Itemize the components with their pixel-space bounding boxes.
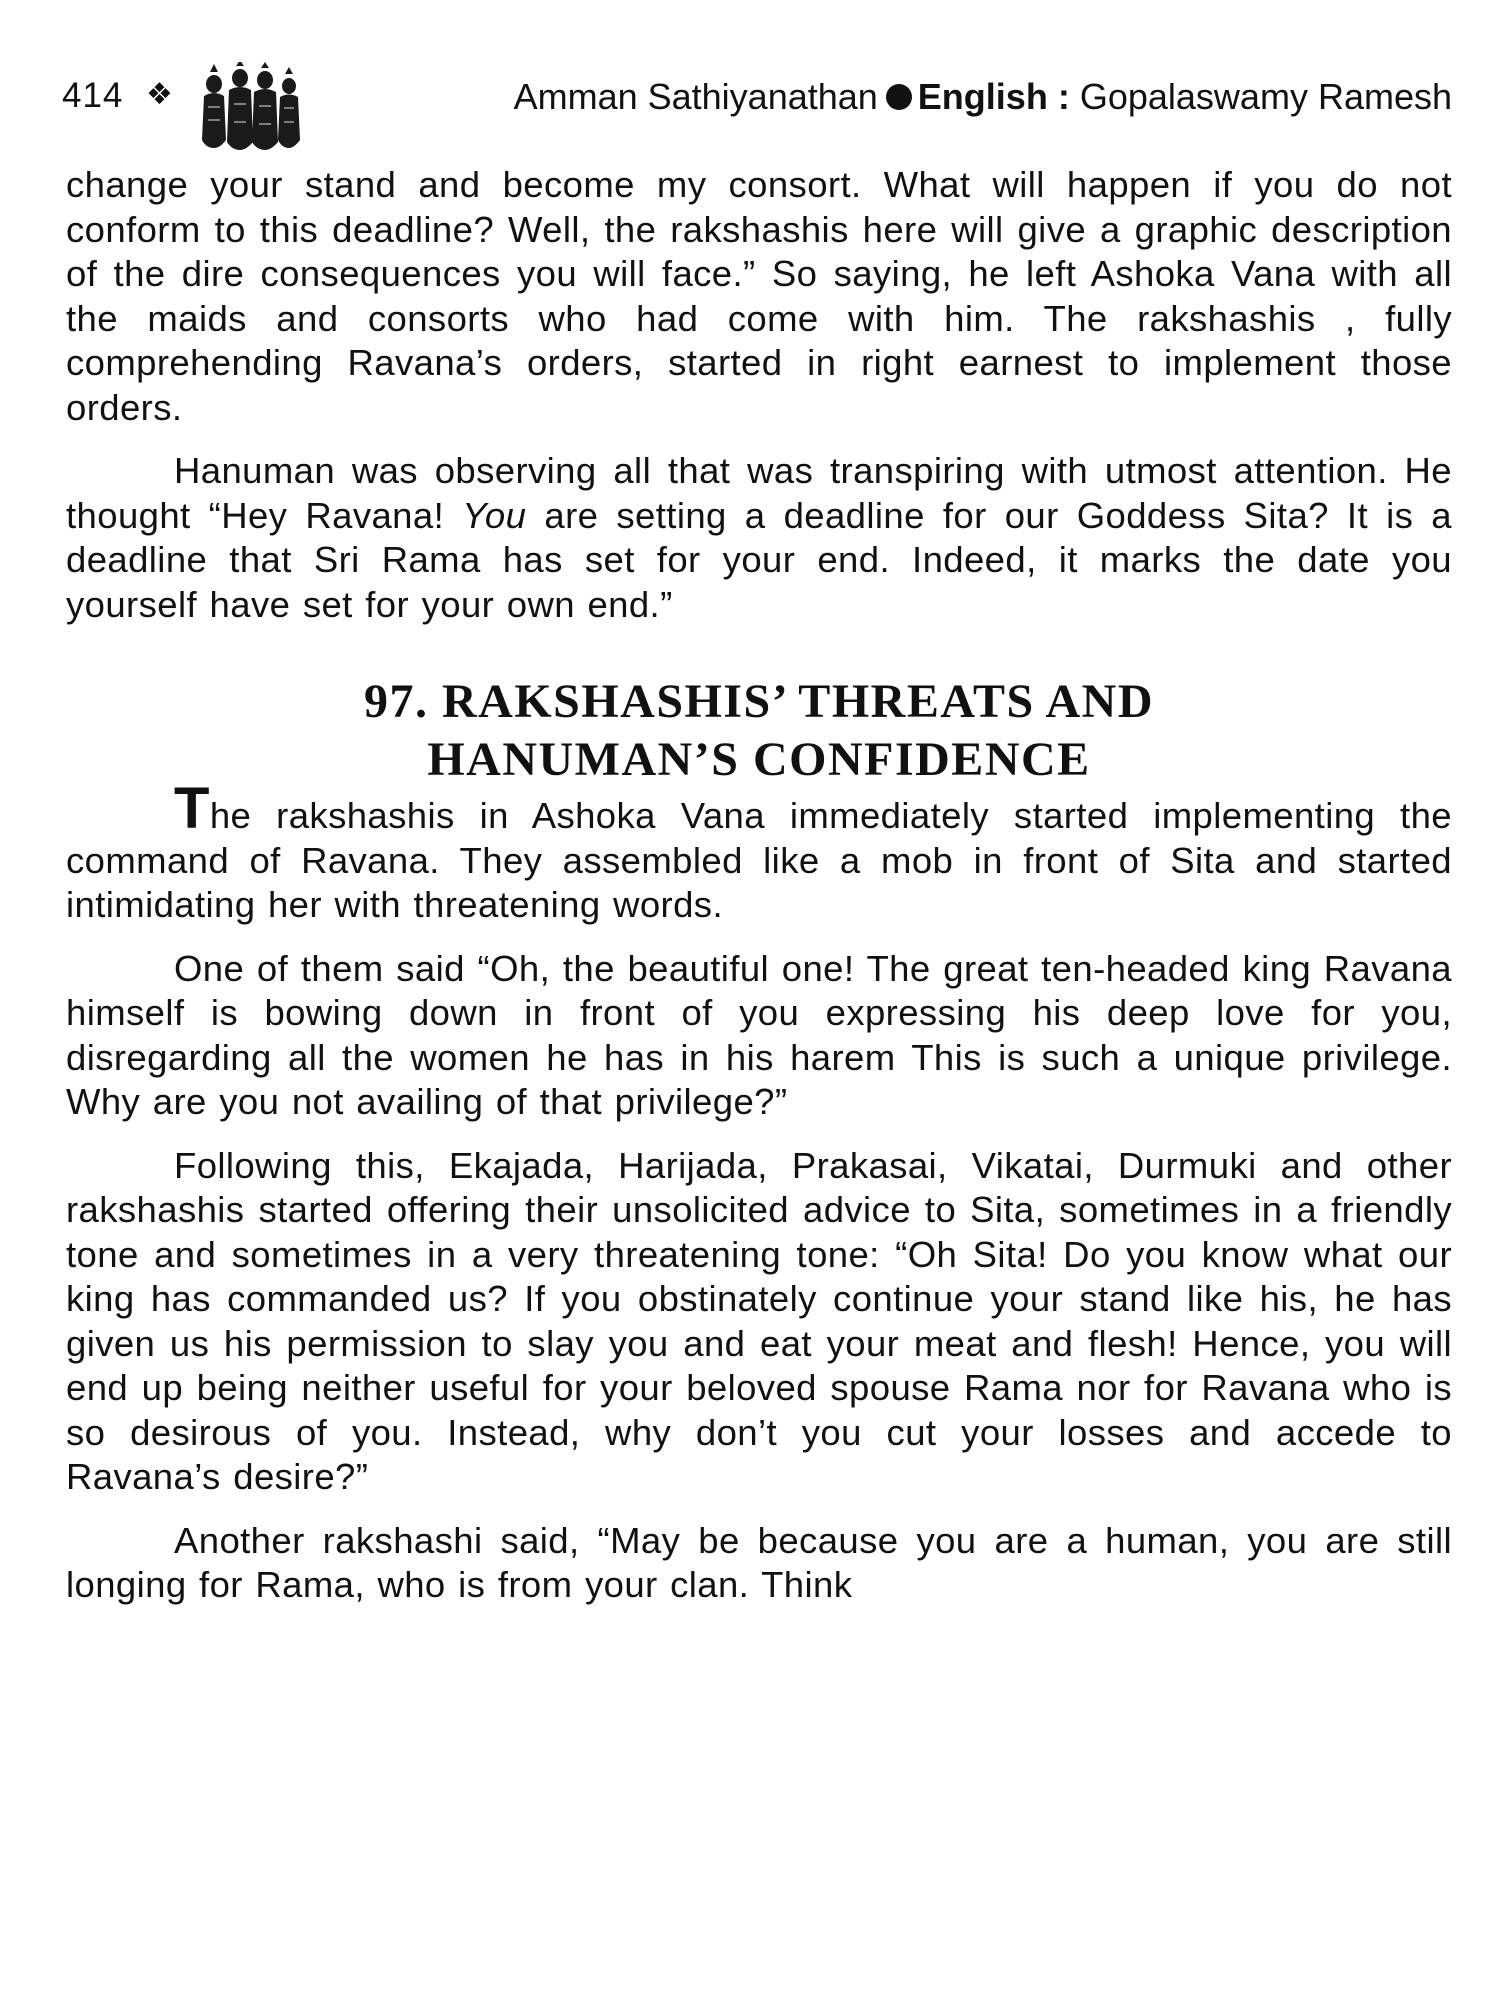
language-label: English: [917, 76, 1048, 117]
header-attribution: [514, 76, 1452, 118]
header-separator: :: [1057, 76, 1070, 117]
paragraph-another-rakshashi: Another rakshashi said, “May be because you are a human, you are still longing for Rama, who is from your clan. Think: [66, 1519, 1452, 1605]
running-header: [62, 68, 1452, 138]
chapter-title-line-1: 97. RAKSHASHIS’ THREATS AND: [363, 675, 1154, 728]
page-content: [66, 163, 1452, 1608]
paragraph-text: are setting a deadline for our Goddess Sita? It is a deadline that Sri Rama has set for your end. Indeed, it marks the date you yourself have set for your own end.”: [66, 494, 1452, 625]
paragraph-text: Hanuman was observing all that was transpiring with utmost attention. He thought “Hey Ravana!: [66, 450, 1452, 536]
diamond-cluster-icon: ❖: [146, 78, 173, 111]
figures-illustration-icon: [196, 62, 306, 152]
paragraph-continued: change your stand and become my consort. What will happen if you do not conform to this deadline? Well, the rakshashis here will give a graphic description of the dire consequences you will face.” So saying, he left Ashoka Vana with all the maids and consorts who had come with him. The rakshashis , fully comprehending Ravana’s orders, started in right earnest to implement those orders.: [66, 164, 1452, 428]
page-number: 414: [62, 76, 124, 115]
chapter-title: [66, 673, 1452, 789]
translator-name: Gopalaswamy Ramesh: [1079, 76, 1452, 117]
paragraph-opening: [66, 776, 1452, 928]
emphasis-text: You: [462, 494, 527, 536]
paragraph-one-of-them: One of them said “Oh, the beautiful one! The great ten-headed king Ravana himself is bowing down in front of you expressing his deep love for you, disregarding all the women he has in his harem This is such a unique privilege. Why are you not availing of that privilege?”: [66, 947, 1452, 1122]
author-name: Amman Sathiyanathan: [513, 76, 878, 117]
bullet-icon: [886, 84, 912, 110]
drop-cap: T: [174, 776, 210, 841]
paragraph-text: he rakshashis in Ashoka Vana immediately started implementing the command of Ravana. They assembled like a mob in front of Sita and started intimidating her with threatening words.: [66, 795, 1452, 925]
paragraph-following-this: Following this, Ekajada, Harijada, Prakasai, Vikatai, Durmuki and other rakshashis started offering their unsolicited advice to Sita, sometimes in a friendly tone and sometimes in a very threatening tone: “Oh Sita! Do you know what our king has commanded us? If you obstinately continue your stand like his, he has given us his permission to slay you and eat your meat and flesh! Hence, you will end up being neither useful for your beloved spouse Rama nor for Ravana who is so desirous of you. Instead, why don’t you cut your losses and accede to Ravana’s desire?”: [66, 1144, 1452, 1497]
paragraph-hanuman: [66, 449, 1452, 627]
chapter-title-line-2: HANUMAN’S CONFIDENCE: [427, 733, 1091, 786]
